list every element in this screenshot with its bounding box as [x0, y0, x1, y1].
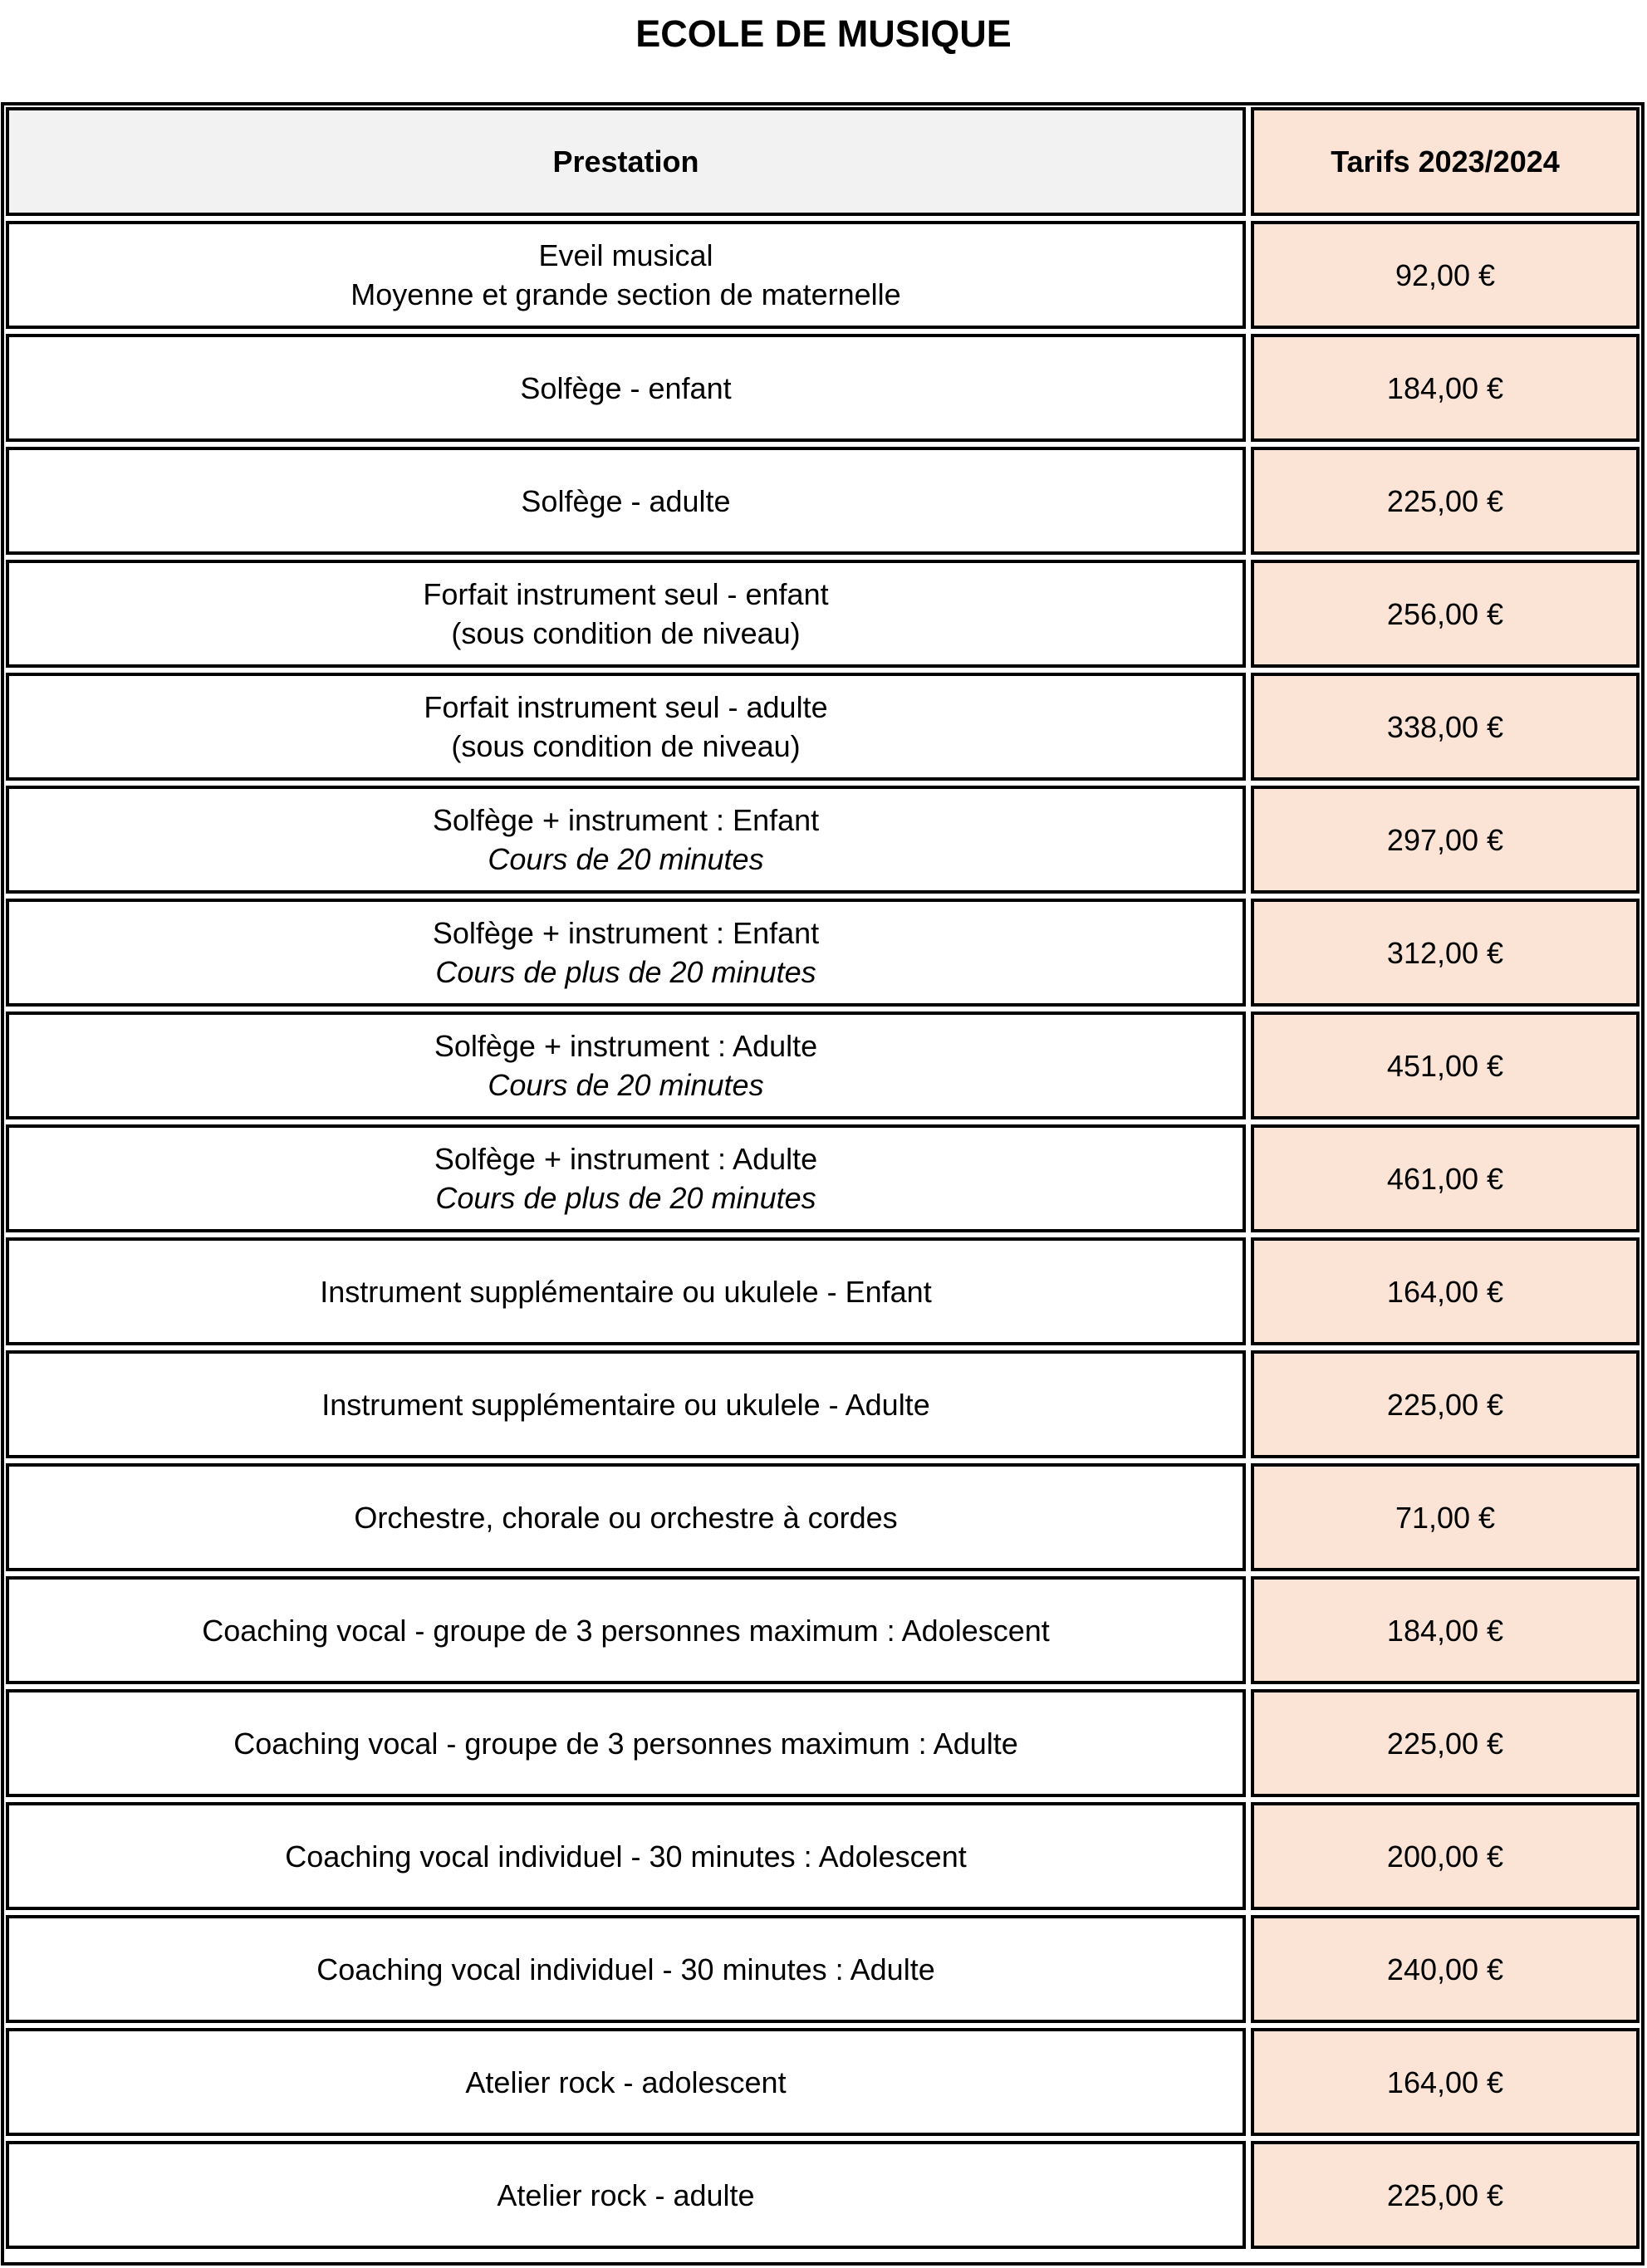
tarif-cell: 71,00 € — [1251, 1463, 1640, 1571]
tarif-cell: 225,00 € — [1251, 2141, 1640, 2249]
prestation-label: Orchestre, chorale ou orchestre à cordes — [354, 1500, 898, 1535]
prestation-cell — [6, 1124, 1246, 1232]
prestation-label: Solfège + instrument : Adulte — [434, 1029, 818, 1063]
prestation-detail: (sous condition de niveau) — [451, 616, 801, 650]
prestation-cell — [6, 447, 1246, 555]
table-row — [6, 560, 1640, 668]
tarif-cell: 461,00 € — [1251, 1124, 1640, 1232]
table-row — [6, 899, 1640, 1007]
tarif-cell: 338,00 € — [1251, 673, 1640, 781]
table-row — [6, 2028, 1640, 2136]
prestation-detail: Moyenne et grande section de maternelle — [350, 277, 901, 311]
table-header-row — [6, 107, 1640, 216]
prestation-detail: Cours de plus de 20 minutes — [435, 955, 816, 989]
table-row — [6, 786, 1640, 894]
tarif-cell: 184,00 € — [1251, 1576, 1640, 1684]
prestation-label: Atelier rock - adolescent — [465, 2065, 787, 2099]
table-row — [6, 1802, 1640, 1910]
prestation-cell — [6, 1802, 1246, 1910]
prestation-label: Eveil musical — [538, 238, 713, 272]
prestation-cell — [6, 899, 1246, 1007]
prestation-cell — [6, 2028, 1246, 2136]
prestation-cell — [6, 786, 1246, 894]
prestation-detail: Cours de 20 minutes — [488, 842, 764, 876]
prestation-detail: (sous condition de niveau) — [451, 729, 801, 763]
prestation-label: Solfège + instrument : Enfant — [432, 803, 820, 837]
tarif-cell: 225,00 € — [1251, 1689, 1640, 1797]
prestation-label: Solfège + instrument : Adulte — [434, 1142, 818, 1176]
prestation-label: Solfège - adulte — [521, 483, 731, 518]
table-row — [6, 1012, 1640, 1119]
prestation-cell — [6, 221, 1246, 329]
prestation-cell — [6, 560, 1246, 668]
tarif-cell: 256,00 € — [1251, 560, 1640, 668]
tarifs-table — [1, 102, 1645, 2254]
prestation-label: Coaching vocal individuel - 30 minutes : Adulte — [316, 1952, 935, 1986]
table-row — [6, 1689, 1640, 1797]
column-header-tarif: Tarifs 2023/2024 — [1251, 107, 1640, 216]
prestation-label: Atelier rock - adulte — [497, 2177, 755, 2212]
prestation-cell — [6, 1463, 1246, 1571]
tarif-cell: 225,00 € — [1251, 1350, 1640, 1458]
table-row — [6, 447, 1640, 555]
prestation-cell — [6, 1237, 1246, 1345]
prestation-cell — [6, 1012, 1246, 1119]
tarif-cell: 164,00 € — [1251, 2028, 1640, 2136]
table-row — [6, 673, 1640, 781]
tarif-cell: 240,00 € — [1251, 1915, 1640, 2023]
table-row — [6, 221, 1640, 329]
column-header-prestation: Prestation — [6, 107, 1246, 216]
prestation-label: Forfait instrument seul - adulte — [424, 690, 828, 724]
tarif-cell: 92,00 € — [1251, 221, 1640, 329]
prestation-label: Coaching vocal - groupe de 3 personnes maximum : Adulte — [233, 1726, 1018, 1761]
prestation-cell — [6, 334, 1246, 442]
table-row — [6, 1463, 1640, 1571]
prestation-cell — [6, 1576, 1246, 1684]
page-title: ECOLE DE MUSIQUE — [635, 12, 1012, 55]
tarif-cell: 184,00 € — [1251, 334, 1640, 442]
prestation-label: Forfait instrument seul - enfant — [423, 577, 829, 611]
tarif-cell: 451,00 € — [1251, 1012, 1640, 1119]
tarif-cell: 200,00 € — [1251, 1802, 1640, 1910]
prestation-cell — [6, 673, 1246, 781]
prestation-label: Instrument supplémentaire ou ukulele - Adulte — [321, 1387, 930, 1422]
table-row — [6, 334, 1640, 442]
prestation-label: Coaching vocal individuel - 30 minutes : Adolescent — [285, 1839, 967, 1874]
prestation-label: Coaching vocal - groupe de 3 personnes maximum : Adolescent — [202, 1613, 1050, 1648]
table-body — [6, 221, 1640, 2249]
table-row — [6, 1237, 1640, 1345]
prestation-cell — [6, 1350, 1246, 1458]
prestation-label: Instrument supplémentaire ou ukulele - Enfant — [320, 1274, 932, 1309]
table-row — [6, 2141, 1640, 2249]
tarif-cell: 164,00 € — [1251, 1237, 1640, 1345]
prestation-detail: Cours de 20 minutes — [488, 1068, 764, 1102]
table-row — [6, 1350, 1640, 1458]
prestation-cell — [6, 1689, 1246, 1797]
tarif-cell: 297,00 € — [1251, 786, 1640, 894]
prestation-detail: Cours de plus de 20 minutes — [435, 1181, 816, 1215]
prestation-cell — [6, 2141, 1246, 2249]
table-row — [6, 1576, 1640, 1684]
table-row — [6, 1124, 1640, 1232]
tarif-cell: 312,00 € — [1251, 899, 1640, 1007]
prestation-label: Solfège + instrument : Enfant — [432, 916, 820, 950]
tarif-cell: 225,00 € — [1251, 447, 1640, 555]
table-row — [6, 1915, 1640, 2023]
prestation-label: Solfège - enfant — [520, 370, 732, 405]
prestation-cell — [6, 1915, 1246, 2023]
